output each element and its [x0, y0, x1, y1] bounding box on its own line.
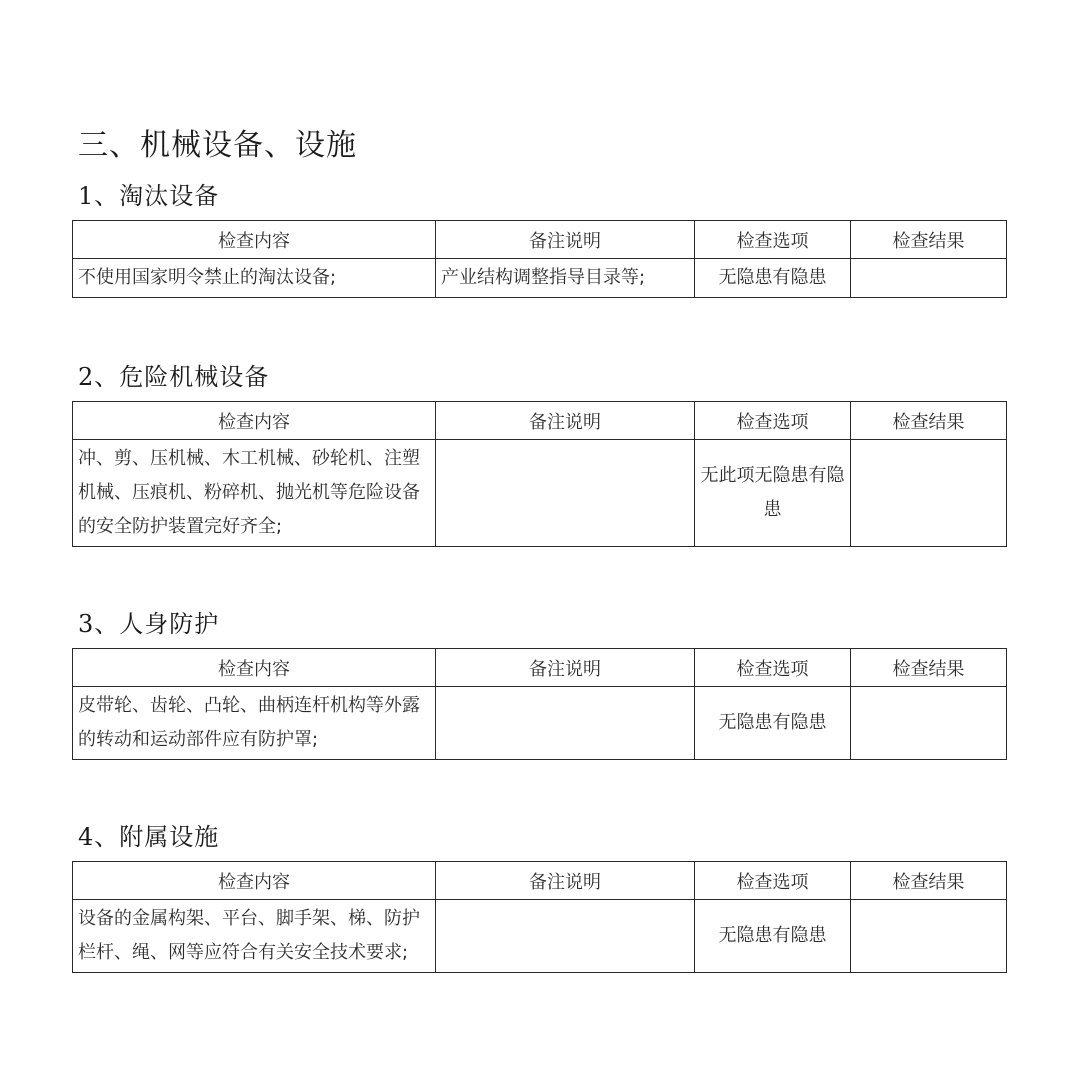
page-title: 三、机械设备、设施	[78, 128, 357, 163]
header-options: 检查选项	[695, 402, 851, 440]
cell-note	[436, 687, 695, 760]
cell-content: 不使用国家明令禁止的淘汰设备;	[73, 259, 436, 298]
header-content: 检查内容	[73, 862, 436, 900]
section-heading: 3、人身防护	[78, 610, 220, 638]
section-heading: 4、附属设施	[78, 823, 220, 851]
header-options: 检查选项	[695, 862, 851, 900]
cell-result[interactable]	[851, 259, 1007, 298]
header-result: 检查结果	[851, 862, 1007, 900]
cell-note	[436, 900, 695, 973]
header-note: 备注说明	[436, 649, 695, 687]
cell-options[interactable]: 无此项无隐患有隐患	[695, 440, 851, 547]
inspection-table	[72, 220, 1007, 298]
header-result: 检查结果	[851, 221, 1007, 259]
table-row	[73, 687, 1007, 760]
table-row	[73, 900, 1007, 973]
table-row	[73, 259, 1007, 298]
section-obsolete-equipment	[72, 180, 1006, 298]
table-row	[73, 440, 1007, 547]
inspection-table	[72, 401, 1007, 547]
cell-note: 产业结构调整指导目录等;	[436, 259, 695, 298]
table-header-row	[73, 402, 1007, 440]
cell-options[interactable]: 无隐患有隐患	[695, 687, 851, 760]
header-result: 检查结果	[851, 649, 1007, 687]
header-note: 备注说明	[436, 402, 695, 440]
cell-note	[436, 440, 695, 547]
cell-options[interactable]: 无隐患有隐患	[695, 900, 851, 973]
cell-options[interactable]: 无隐患有隐患	[695, 259, 851, 298]
header-content: 检查内容	[73, 649, 436, 687]
header-note: 备注说明	[436, 862, 695, 900]
header-options: 检查选项	[695, 221, 851, 259]
inspection-table	[72, 861, 1007, 973]
section-heading: 2、危险机械设备	[78, 363, 270, 391]
table-header-row	[73, 649, 1007, 687]
table-header-row	[73, 221, 1007, 259]
cell-result[interactable]	[851, 687, 1007, 760]
section-heading: 1、淘汰设备	[78, 182, 220, 210]
table-header-row	[73, 862, 1007, 900]
cell-content: 皮带轮、齿轮、凸轮、曲柄连杆机构等外露的转动和运动部件应有防护罩;	[73, 687, 436, 760]
cell-result[interactable]	[851, 440, 1007, 547]
section-dangerous-machinery	[72, 361, 1006, 547]
header-note: 备注说明	[436, 221, 695, 259]
header-result: 检查结果	[851, 402, 1007, 440]
cell-result[interactable]	[851, 900, 1007, 973]
section-personal-protection	[72, 608, 1006, 760]
header-content: 检查内容	[73, 221, 436, 259]
header-options: 检查选项	[695, 649, 851, 687]
cell-content: 冲、剪、压机械、木工机械、砂轮机、注塑机械、压痕机、粉碎机、抛光机等危险设备的安全防护装置完好齐全;	[73, 440, 436, 547]
section-auxiliary-facilities	[72, 821, 1006, 973]
inspection-table	[72, 648, 1007, 760]
cell-content: 设备的金属构架、平台、脚手架、梯、防护栏杆、绳、网等应符合有关安全技术要求;	[73, 900, 436, 973]
header-content: 检查内容	[73, 402, 436, 440]
